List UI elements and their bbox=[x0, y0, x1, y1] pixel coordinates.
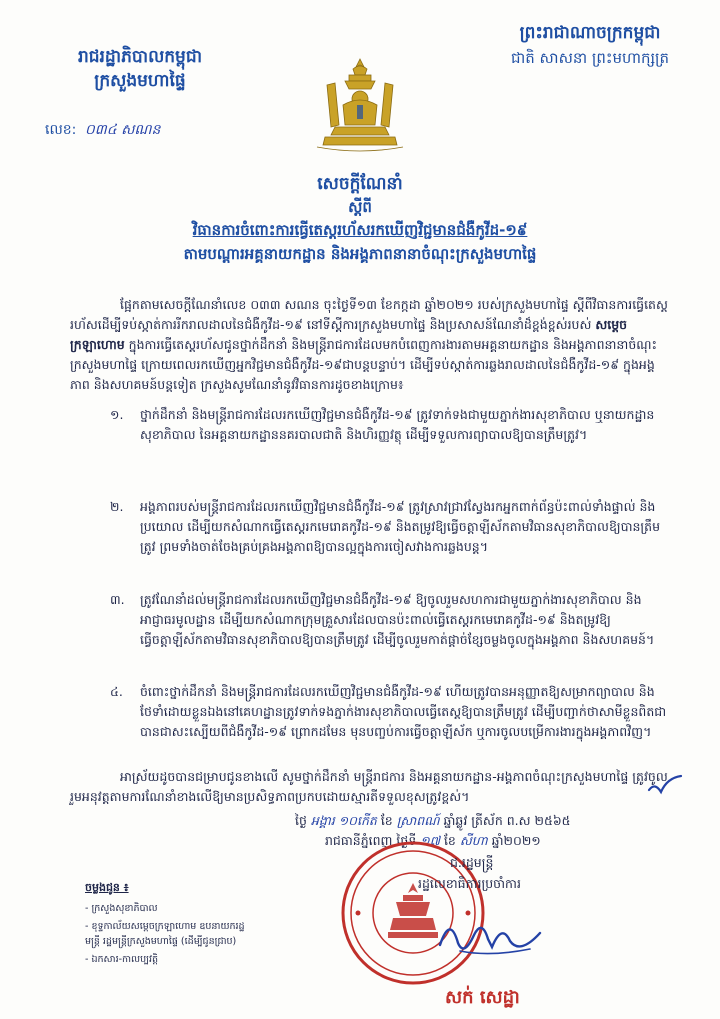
signatory-position: រដ្ឋលេខាធិការប្រចាំការ bbox=[418, 876, 521, 891]
signatory-name: សក់ សេដ្ឋា bbox=[445, 987, 520, 1008]
item-text: អង្គភាពរបស់មន្ត្រីរាជការដែលរកឃើញវិជ្ជមានជំងឺកូវីដ-១៩ ត្រូវស្រាវជ្រាវស្វែងរកអ្នកពាក់ព័ន្ធប៉ះពាល់ទាំងផ្ទាល់ និងប្រយោល ដើម្បីយកសំណាកធ្វើតេស្តរកមេរោគកូវីដ-១៩ និងតម្រូវឱ្យធ្វើចត្តាឡីស័កតាមវិធានសុខាភិបាលឱ្យបានត្រឹមត្រូវ ព្រមទាំងចាត់ចែងគ្រប់គ្រងអង្គភាពឱ្យបានល្អក្នុងការចៀសវាងការឆ្លងបន្ត។ bbox=[140, 499, 661, 554]
solar-date-month-label: ខែ bbox=[443, 833, 456, 848]
signatory-title: ជ.រដ្ឋមន្ត្រី bbox=[450, 855, 494, 870]
subject-line-1: វិធានការចំពោះការធ្វើតេស្តរហ័សរកឃើញវិជ្ជមានជំងឺកូវីដ-១៩ bbox=[192, 221, 528, 239]
closing-paragraph: អាស្រ័យដូចបានជម្រាបជូនខាងលើ សូមថ្នាក់ដឹកនាំ មន្ត្រីរាជការ និងអគ្គនាយកដ្ឋាន-អង្គភាពចំណុះក្រសួងមហាផ្ទៃ ត្រូវចូលរួមអនុវត្តតាមការណែនាំខាងលើឱ្យមានប្រសិទ្ធភាពប្រកបដោយស្មារតីទទួលខុសត្រូវខ្ពស់។ bbox=[70, 769, 668, 804]
distribution-item: - ក្រសួងសុខាភិបាល bbox=[85, 903, 158, 914]
ministry-name: ក្រសួងមហាផ្ទៃ bbox=[94, 71, 186, 91]
kingdom-header bbox=[480, 20, 700, 70]
item-number: ២. bbox=[110, 499, 124, 514]
list-item bbox=[110, 590, 670, 650]
handwritten-signature-icon bbox=[430, 905, 550, 965]
distribution-list bbox=[85, 880, 255, 970]
item-text: ត្រូវណែនាំដល់មន្ត្រីរាជការដែលរកឃើញវិជ្ជមានជំងឺកូវីដ-១៩ ឱ្យចូលរួមសហការជាមួយភ្នាក់ងារសុខាភិបាល និងអាជ្ញាធរមូលដ្ឋាន ដើម្បីយកសំណាកក្រុមគ្រួសារដែលបានប៉ះពាល់ធ្វើតេស្តរកមេរោគកូវីដ-១៩ និងតម្រូវឱ្យធ្វើចត្តាឡីស័កតាមវិធានសុខាភិបាលឱ្យបានត្រឹមត្រូវ ដើម្បីចូលរួមកាត់ផ្តាច់ខ្សែចម្លងចូលក្នុងអង្គភាព និងសហគមន៍។ bbox=[140, 592, 655, 647]
intro-text-1: ផ្អែកតាមសេចក្តីណែនាំលេខ ០៣៣ សណន ចុះថ្ងៃទី១៣ ខែកក្កដា ឆ្នាំ២០២១ របស់ក្រសួងមហាផ្ទៃ ស្តីពីវិធានការធ្វើតេស្តរហ័សដើម្បីទប់ស្កាត់ការរីករាលដាលនៃជំងឺកូវីដ-១៩ នៅទីស្តីការក្រសួងមហាផ្ទៃ និងប្រសាសន៍ណែនាំដ៏ខ្ពង់ខ្ពស់របស់ bbox=[70, 297, 668, 332]
kingdom-name: ព្រះរាជាណាចក្រកម្ពុជា bbox=[519, 23, 661, 43]
about-label: ស្តីពី bbox=[348, 198, 372, 216]
lunar-date-month: ស្រាពណ៍ bbox=[396, 813, 440, 828]
document-type: សេចក្តីណែនាំ bbox=[317, 174, 403, 194]
item-number: ១. bbox=[110, 407, 124, 422]
subject-line-2: តាមបណ្តារអគ្គនាយកដ្ឋាន និងអង្គភាពនានាចំណុះក្រសួងមហាផ្ទៃ bbox=[183, 245, 537, 263]
title-block bbox=[40, 172, 680, 266]
item-text: ថ្នាក់ដឹកនាំ និងមន្ត្រីរាជការដែលរកឃើញវិជ្ជមានជំងឺកូវីដ-១៩ ត្រូវទាក់ទងជាមួយភ្នាក់ងារសុខាភិបាល ឬនាយកដ្ឋានសុខាភិបាល នៃអគ្គនាយកដ្ឋាននគរបាលជាតិ និងហិរញ្ញវត្ថុ ដើម្បីទទួលការព្យាបាលឱ្យបានត្រឹមត្រូវ។ bbox=[140, 407, 655, 442]
list-item bbox=[110, 405, 670, 445]
item-number: ៣. bbox=[110, 592, 125, 607]
distribution-item: - ខុទ្ទកាល័យសម្តេចក្រឡាហោម ឧបនាយករដ្ឋមន្ត្រី រដ្ឋមន្ត្រីក្រសួងមហាផ្ទៃ (ដើម្បីជូនជ្រាប) bbox=[85, 921, 245, 947]
distribution-heading: ចម្លងជូន ៖ bbox=[85, 881, 129, 894]
lunar-date-year: ឆ្នាំឆ្លូវ ត្រីស័ក ព.ស ២៥៦៥ bbox=[443, 813, 571, 828]
intro-text-2: ក្នុងការធ្វើតេស្តរហ័សជូនថ្នាក់ដឹកនាំ និងមន្ត្រីរាជការដែលមកបំពេញការងារតាមអគ្គនាយកដ្ឋាន និងអង្គភាពនានាចំណុះក្រសួងមហាផ្ទៃ ក្រោយពេលរកឃើញអ្នកវិជ្ជមានជំងឺកូវីដ-១៩ជាបន្តបន្ទាប់។ ដើម្បីទប់ស្កាត់ការឆ្លងរាលដាលនៃជំងឺកូវីដ-១៩ ក្នុងអង្គភាព និងសហគមន៍បន្តទៀត ក្រសួងសូមណែនាំនូវវិធានការដូចខាងក្រោម៖ bbox=[70, 337, 658, 392]
royal-emblem-icon bbox=[305, 55, 415, 155]
government-name: រាជរដ្ឋាភិបាលកម្ពុជា bbox=[77, 47, 203, 67]
list-item bbox=[110, 682, 670, 742]
handwritten-tick-icon bbox=[645, 772, 685, 802]
ministry-header bbox=[40, 45, 240, 93]
item-text: ចំពោះថ្នាក់ដឹកនាំ និងមន្ត្រីរាជការដែលរកឃើញវិជ្ជមានជំងឺកូវីដ-១៩ ហើយត្រូវបានអនុញ្ញាតឱ្យសម្រាកព្យាបាល និងថែទាំដោយខ្លួនឯងនៅគេហដ្ឋានត្រូវទាក់ទងភ្នាក់ងារសុខាភិបាលធ្វើតេស្តឱ្យបានត្រឹមត្រូវ ដើម្បីបញ្ជាក់ថាសាមីខ្លួនពិតជាបានជាសះស្បើយពីជំងឺកូវីដ-១៩ ព្រោកដមែន មុនបញ្ចប់ការធ្វើចត្តាឡីស័ក ឬការចូលបម្រើការងារក្នុងអង្គភាពវិញ។ bbox=[140, 684, 667, 739]
reference-value: ០៣៤ សណន bbox=[84, 122, 161, 138]
national-motto: ជាតិ សាសនា ព្រះមហាក្សត្រ bbox=[510, 49, 670, 67]
reference-number bbox=[45, 120, 160, 141]
intro-emphasis: សម្តេចក្រឡាហោម bbox=[70, 317, 628, 352]
lunar-date bbox=[295, 813, 571, 832]
list-item bbox=[110, 497, 670, 557]
intro-paragraph bbox=[70, 295, 670, 395]
lunar-date-month-label: ខែ bbox=[380, 813, 393, 828]
solar-date-month: សីហា bbox=[459, 833, 488, 848]
reference-label: លេខ: bbox=[45, 122, 77, 138]
lunar-date-day: អង្គារ ១០កើត bbox=[310, 813, 377, 828]
solar-date-prefix: រាជធានីភ្នំពេញ ថ្ងៃទី bbox=[325, 833, 417, 848]
distribution-item: - ឯកសារ-កាលប្បវត្តិ bbox=[85, 954, 159, 965]
lunar-date-prefix: ថ្ងៃ bbox=[295, 813, 307, 828]
item-number: ៤. bbox=[110, 684, 123, 699]
solar-date-day: ១៧ bbox=[420, 833, 440, 848]
solar-date-year: ឆ្នាំ២០២១ bbox=[491, 833, 541, 848]
